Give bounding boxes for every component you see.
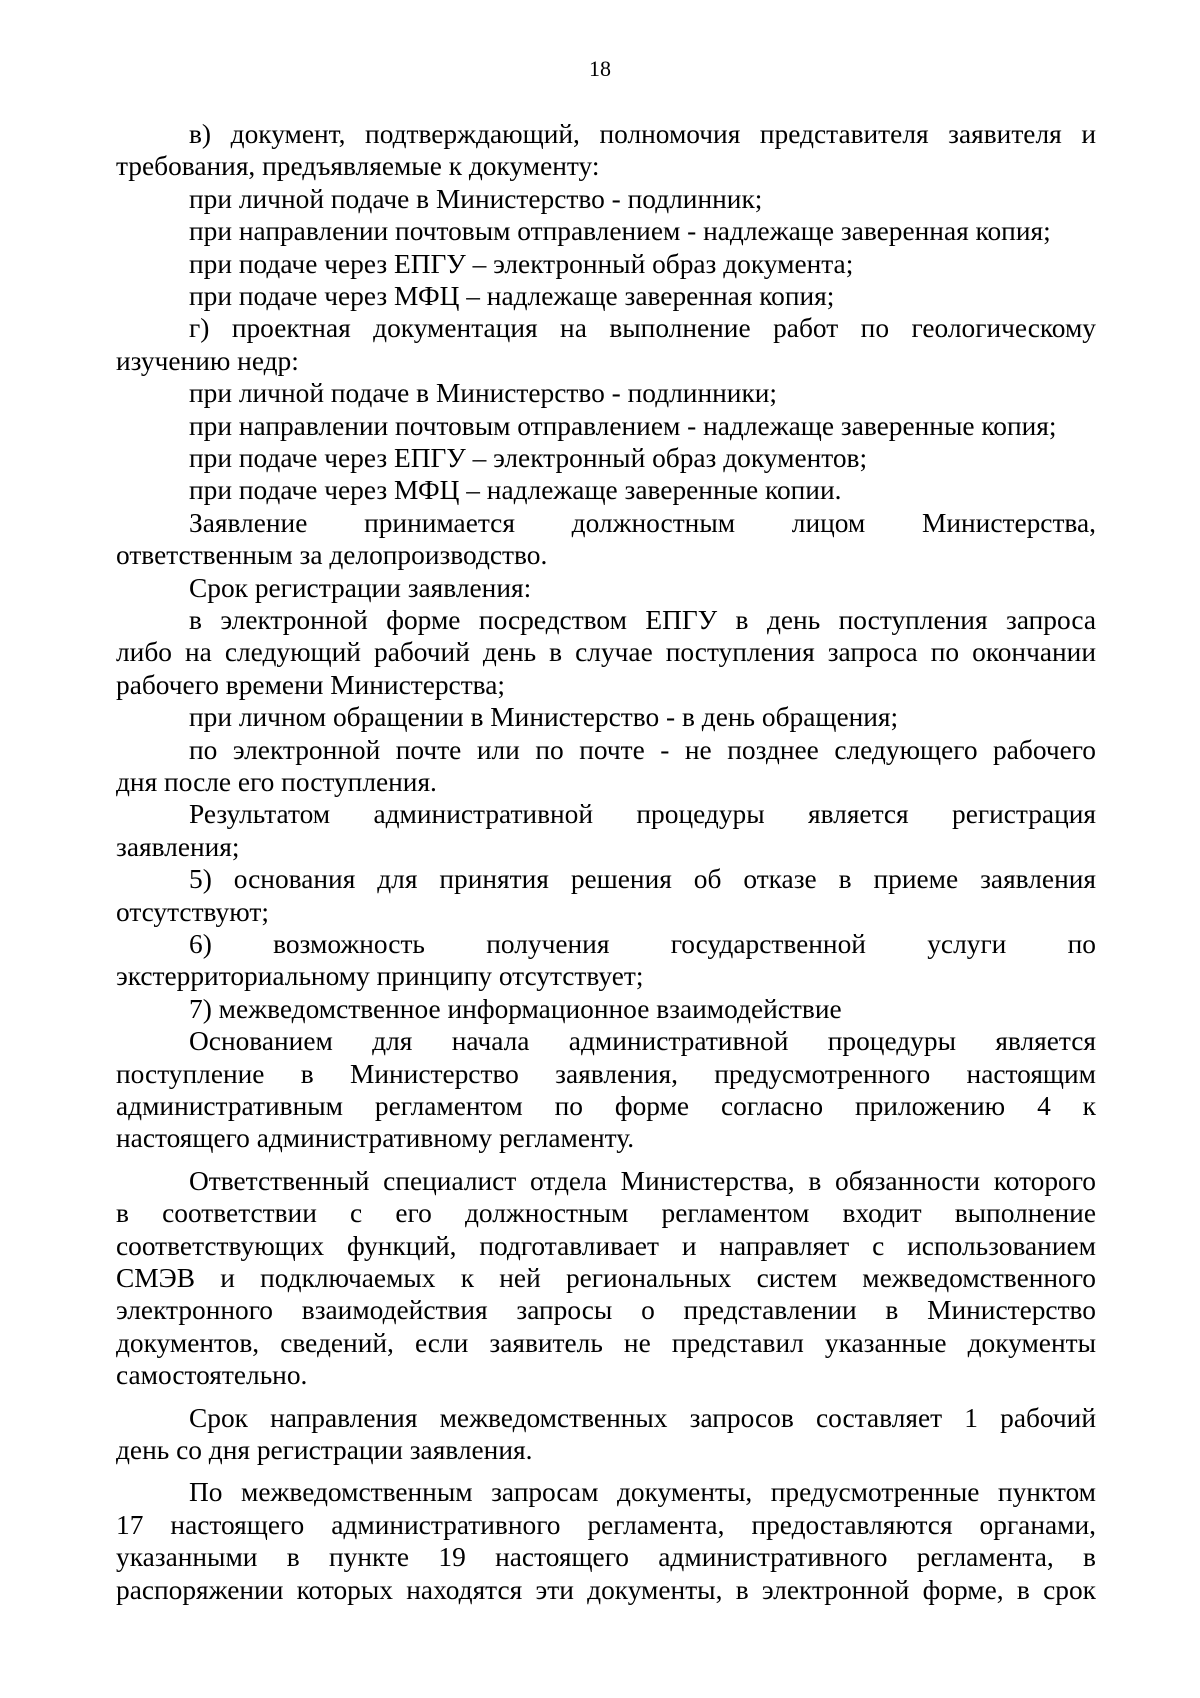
text-line: при подаче через ЕПГУ – электронный образ документа; [189,248,854,279]
paragraph-gap [116,1392,1096,1402]
text-line: 6) возможность получения государственной услуги по [189,929,1096,960]
text-line: рабочего времени Министерства; [116,669,506,700]
text-line: 7) межведомственное информационное взаимодействие [189,993,842,1024]
text-line: при направлении почтовым отправлением - надлежаще заверенные копия; [189,410,1057,441]
text-line: распоряжении которых находятся эти документы, в электронной форме, в срок [116,1574,1096,1605]
text-line: день со дня регистрации заявления. [116,1434,533,1465]
text-line: электронного взаимодействия запросы о представлении в Министерство [116,1295,1096,1326]
text-line: Основанием для начала административной процедуры является [189,1026,1096,1057]
text-line: требования, предъявляемые к документу: [116,151,600,182]
text-line: в соответствии с его должностным регламентом входит выполнение [116,1198,1096,1229]
text-line: настоящего административному регламенту. [116,1123,635,1154]
paragraph-gap [116,1466,1096,1476]
text-line: административным регламентом по форме согласно приложению 4 к [116,1091,1096,1122]
paragraph-gap [116,1155,1096,1165]
document-body [116,118,1096,1606]
text-line: Срок регистрации заявления: [189,572,532,603]
text-line: Срок направления межведомственных запросов составляет 1 рабочий [189,1402,1096,1433]
text-line: дня после его поступления. [116,767,437,798]
text-line: соответствующих функций, подготавливает и направляет с использованием [116,1230,1096,1261]
text-line: экстерриториальному принципу отсутствует; [116,961,644,992]
text-line: г) проектная документация на выполнение работ по геологическому [189,313,1096,344]
text-line: самостоятельно. [116,1360,308,1391]
text-line: документов, сведений, если заявитель не представил указанные документы [116,1327,1096,1358]
text-line: Ответственный специалист отдела Министерства, в обязанности которого [189,1165,1096,1196]
text-line: 17 настоящего административного регламента, предоставляются органами, [116,1509,1096,1540]
page-number: 18 [589,56,611,81]
text-line: По межведомственным запросам документы, предусмотренные пунктом [189,1477,1096,1508]
text-line: Результатом административной процедуры является регистрация [189,799,1096,830]
text-line: либо на следующий рабочий день в случае поступления запроса по окончании [116,637,1096,668]
text-line: указанными в пункте 19 настоящего административного регламента, в [116,1542,1096,1573]
text-line: при личной подаче в Министерство - подлинники; [189,378,778,409]
text-line: по электронной почте или по почте - не позднее следующего рабочего [189,734,1096,765]
text-line: 5) основания для принятия решения об отказе в приеме заявления [189,864,1096,895]
text-line: при подаче через ЕПГУ – электронный образ документов; [189,443,868,474]
text-line: при подаче через МФЦ – надлежаще заверенные копии. [189,475,842,506]
text-line: Заявление принимается должностным лицом Министерства, [189,507,1096,538]
text-line: поступление в Министерство заявления, предусмотренного настоящим [116,1058,1096,1089]
text-line: при личной подаче в Министерство - подлинник; [189,183,763,214]
text-line: при личном обращении в Министерство - в день обращения; [189,702,899,733]
text-line: отсутствуют; [116,896,269,927]
text-line: ответственным за делопроизводство. [116,540,548,571]
text-line: заявления; [116,831,240,862]
text-line: СМЭВ и подключаемых к ней региональных систем межведомственного [116,1262,1096,1293]
text-line: в электронной форме посредством ЕПГУ в день поступления запроса [189,605,1096,636]
text-line: при подаче через МФЦ – надлежаще заверенная копия; [189,281,835,312]
text-line: изучению недр: [116,345,299,376]
text-line: в) документ, подтверждающий, полномочия представителя заявителя и [189,119,1096,149]
text-line: при направлении почтовым отправлением - надлежаще заверенная копия; [189,216,1051,247]
